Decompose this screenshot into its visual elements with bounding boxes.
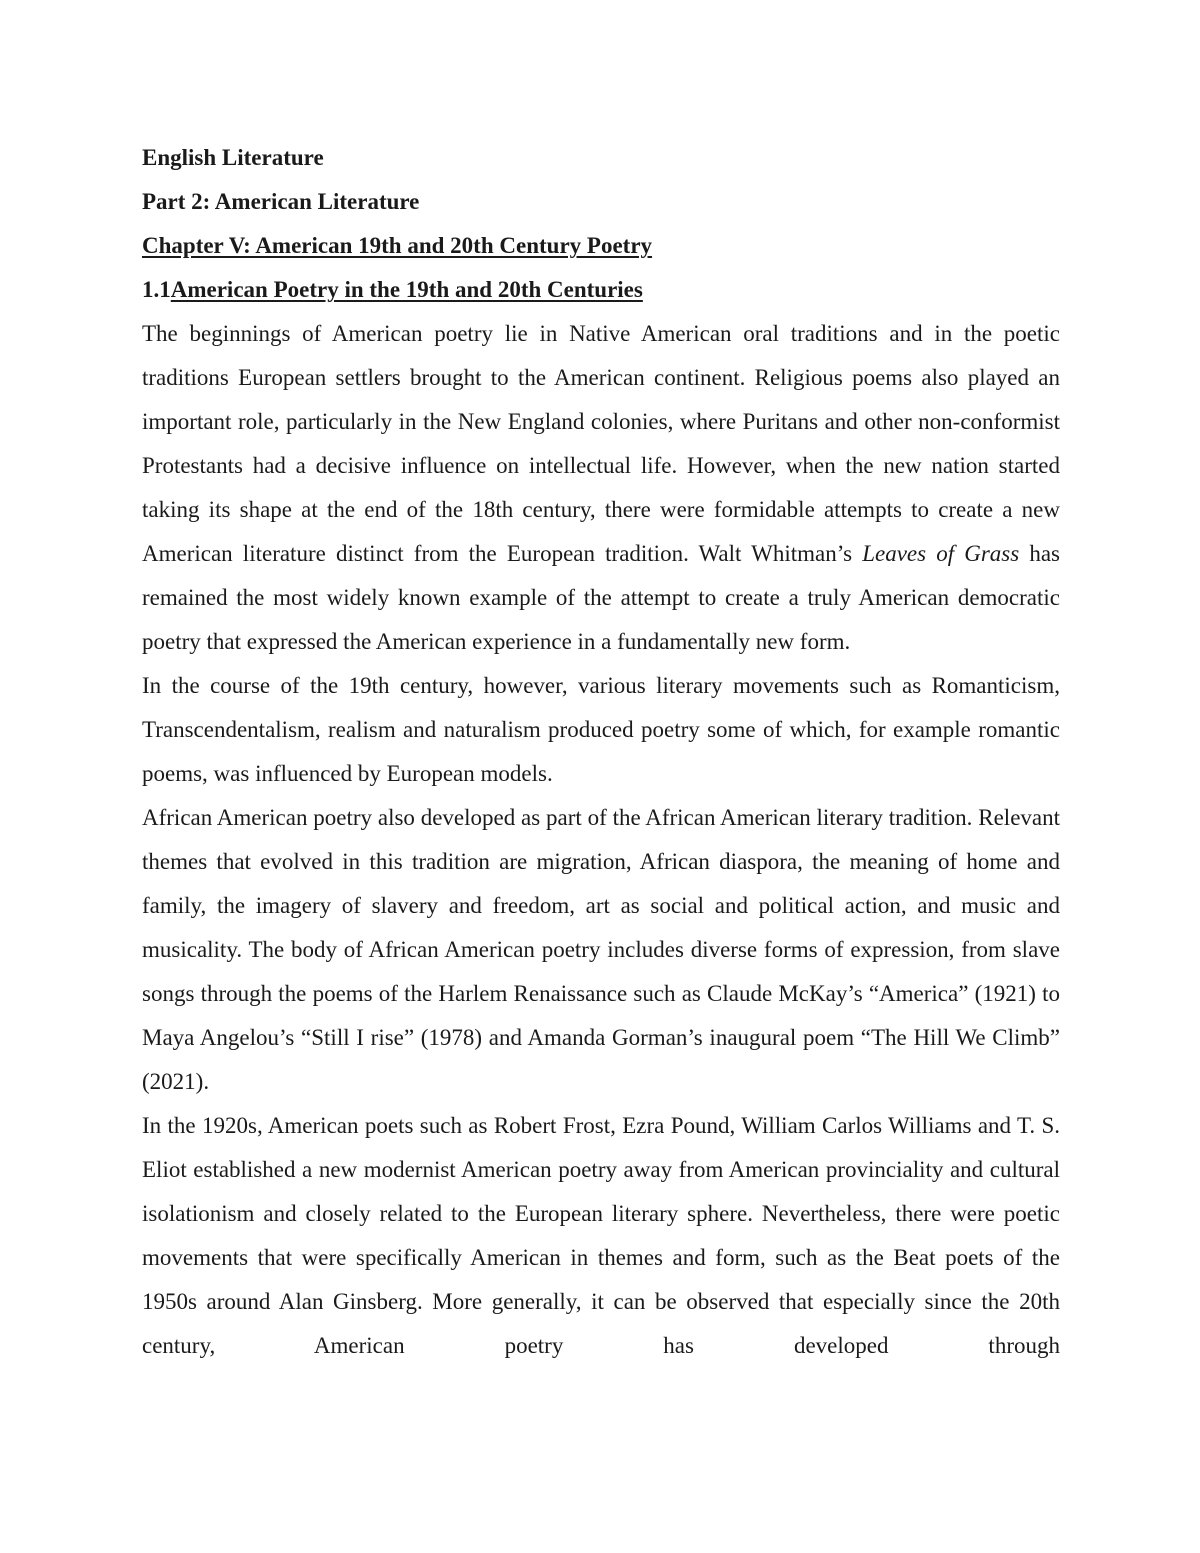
part-heading: Part 2: American Literature bbox=[142, 189, 420, 214]
paragraph-african-american: African American poetry also developed as part of the African American literary tradition. Relevant themes that evolved in this tradition are migration, African diaspora, the meaning of home and family, the imagery of slavery and freedom, art as social and political action, and music and musicality. The body of African American poetry includes diverse forms of expression, from slave songs through the poems of the Harlem Renaissance such as Claude McKay’s “America” (1921) to Maya Angelou’s “Still I rise” (1978) and Amanda Gorman’s inaugural poem “The Hill We Climb” (2021). bbox=[142, 805, 1060, 1094]
paragraph-intro-part-b: has remained the most widely known example of the attempt to create a truly American democratic poetry that expressed the American experience in a fundamentally new form. bbox=[142, 541, 1060, 654]
paragraph-modernist: In the 1920s, American poets such as Robert Frost, Ezra Pound, William Carlos Williams and T. S. Eliot established a new modernist American poetry away from American provinciality and cultural isolationism and closely related to the European literary sphere. Nevertheless, there were poetic movements that were specifically American in themes and form, such as the Beat poets of the 1950s around Alan Ginsberg. More generally, it can be observed that especially since the 20th century, American poetry has developed through bbox=[142, 1113, 1060, 1358]
paragraph-intro-part-a: The beginnings of American poetry lie in Native American oral traditions and in the poetic traditions European settlers brought to the American continent. Religious poems also played an important role, particularly in the New England colonies, where Puritans and other non-conformist Protestants had a decisive influence on intellectual life. However, when the new nation started taking its shape at the end of the 18th century, there were formidable attempts to create a new American literature distinct from the European tradition. Walt Whitman’s bbox=[142, 321, 1060, 566]
chapter-title: Chapter V: American 19th and 20th Century Poetry bbox=[142, 233, 653, 258]
chapter-heading bbox=[142, 224, 1060, 268]
paragraph-19th-century: In the course of the 19th century, however, various literary movements such as Romanticism, Transcendentalism, realism and naturalism produced poetry some of which, for example romantic poems, was influenced by European models. bbox=[142, 673, 1060, 786]
work-title-leaves-of-grass: Leaves of Grass bbox=[862, 541, 1020, 566]
document-body bbox=[142, 136, 1060, 1368]
section-title: American Poetry in the 19th and 20th Centuries bbox=[170, 277, 643, 302]
section-heading bbox=[142, 268, 1060, 312]
section-number: 1.1 bbox=[142, 277, 171, 302]
paragraph-intro bbox=[142, 312, 1060, 664]
document-title: English Literature bbox=[142, 145, 324, 170]
